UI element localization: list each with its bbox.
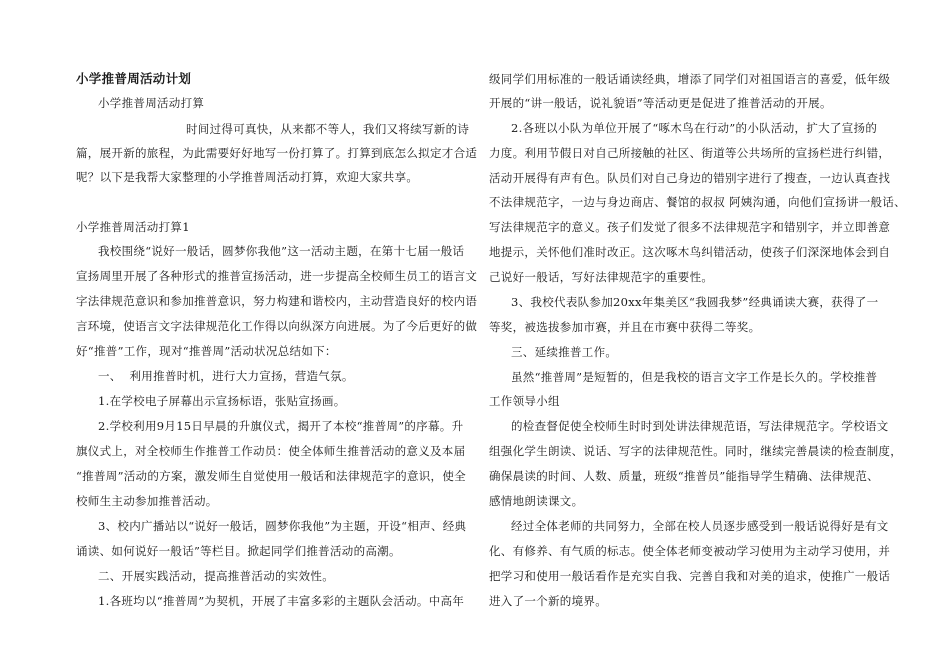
paragraph-line: 级同学们用标准的一般话诵读经典，增添了同学们对祖国语言的喜爱，低年级 [489, 72, 891, 86]
paragraph-line: 篇，展开新的旅程，为此需要好好地写一份打算了。打算到底怎么拟定才合适 [76, 146, 478, 160]
paragraph-line: 字法律规范意识和参加推普意识，努力构建和谐校内，主动营造良好的校内语 [76, 294, 478, 308]
paragraph-line: 地提示，关怀他们准时改正。这次啄木鸟纠错活动，使孩子们深深地体会到自 [489, 245, 891, 259]
paragraph-line: 等奖，被选拔参加市赛，并且在市赛中获得二等奖。 [489, 320, 761, 334]
paragraph-line: 写法律规范字的意义。孩子们发觉了很多不法律规范字和错别字，并立即善意 [489, 220, 891, 234]
paragraph-line: 二、开展实践活动，提高推普活动的实效性。 [98, 569, 334, 583]
paragraph-line: 虽然“推普周”是短暂的，但是我校的语言文字工作是长久的。学校推普 [511, 370, 878, 384]
paragraph-line: 旗仪式上，对全校师生作推普工作动员：使全体师生推普活动的意义及本届 [76, 444, 466, 458]
paragraph-line: 的检查督促使全校师生时时到处讲法律规范语，写法律规范字。学校语文 [511, 419, 889, 433]
section-heading: 小学推普周活动打算1 [76, 220, 190, 234]
paragraph-line: 3、我校代表队参加20xx年集美区“我圆我梦”经典诵读大赛，获得了一 [511, 295, 879, 309]
paragraph-line: 工作领导小组 [489, 394, 560, 408]
paragraph-line: 不法律规范字，一边与身边商店、餐馆的叔叔 阿姨沟通，向他们宣扬讲一般话、 [489, 195, 906, 209]
paragraph-line: 时间过得可真快，从来都不等人，我们又将续写新的诗 [186, 122, 470, 136]
paragraph-line: 经过全体老师的共同努力，全部在校人员逐步感受到一般话说得好是有文 [511, 519, 889, 533]
paragraph-line: 进入了一个新的境界。 [489, 594, 607, 608]
paragraph-line: 开展的“讲一般话，说礼貌语”等活动更是促进了推普活动的开展。 [489, 96, 832, 110]
paragraph-line: 1.在学校电子屏幕出示宣扬标语，张贴宣扬画。 [98, 394, 346, 408]
paragraph-line: 校师生主动参加推普活动。 [76, 494, 218, 508]
paragraph-line: 我校围绕“说好一般话，圆梦你我他”这一活动主题，在第十七届一般话 [98, 244, 465, 258]
paragraph-line: 2.学校利用9月15日早晨的升旗仪式，揭开了本校“推普周”的序幕。升 [98, 419, 464, 433]
paragraph-line: 力度。利用节假日对自己所接触的社区、街道等公共场所的宣扬栏进行纠错， [489, 146, 891, 160]
paragraph-line: 宣扬周里开展了各种形式的推普宣扬活动，进一步提高全校师生员工的语言文 [76, 269, 478, 283]
paragraph-line: 感情地朗读课文。 [489, 494, 584, 508]
paragraph-line: “推普周”活动的方案，激发师生自觉使用一般话和法律规范字的意识，使全 [76, 469, 466, 483]
paragraph-line: 化、有修养、有气质的标志。使全体老师变被动学习使用为主动学习使用，并 [489, 544, 891, 558]
paragraph-line: 言环境，使语言文字法律规范化工作得以向纵深方向进展。为了今后更好的做 [76, 319, 478, 333]
section-heading: 三、延续推普工作。 [511, 345, 618, 359]
paragraph-line: 确保晨读的时间、人数、质量，班级“推普员”能指导学生精确、法律规范、 [489, 469, 879, 483]
paragraph-line: 组强化学生朗读、说话、写字的法律规范性。同时，继续完善晨读的检查制度， [489, 444, 902, 458]
paragraph-line: 呢？以下是我帮大家整理的小学推普周活动打算，欢迎大家共享。 [76, 170, 419, 184]
paragraph-line: 一、 利用推普时机，进行大力宣扬，营造气氛。 [98, 369, 354, 383]
paragraph-line: 2.各班以小队为单位开展了“啄木鸟在行动”的小队活动，扩大了宣扬的 [511, 121, 878, 135]
paragraph-line: 己说好一般话，写好法律规范字的重要性。 [489, 270, 714, 284]
paragraph-line: 活动开展得有声有色。队员们对自己身边的错别字进行了搜查，一边认真查找 [489, 171, 891, 185]
paragraph-line: 好“推普”工作，现对“推普周”活动状况总结如下： [76, 344, 337, 358]
subtitle: 小学推普周活动打算 [98, 96, 205, 110]
paragraph-line: 1.各班均以“推普周”为契机，开展了丰富多彩的主题队会活动。中高年 [98, 594, 465, 608]
paragraph-line: 3、校内广播站以“说好一般话，圆梦你我他”为主题，开设“相声、经典 [98, 519, 467, 533]
document-title: 小学推普周活动计划 [76, 71, 192, 86]
paragraph-line: 把学习和使用一般话看作是充实自我、完善自我和对美的追求，使推广一般话 [489, 569, 891, 583]
paragraph-line: 诵读、如何说好一般话”等栏目。掀起同学们推普活动的高潮。 [76, 544, 401, 558]
